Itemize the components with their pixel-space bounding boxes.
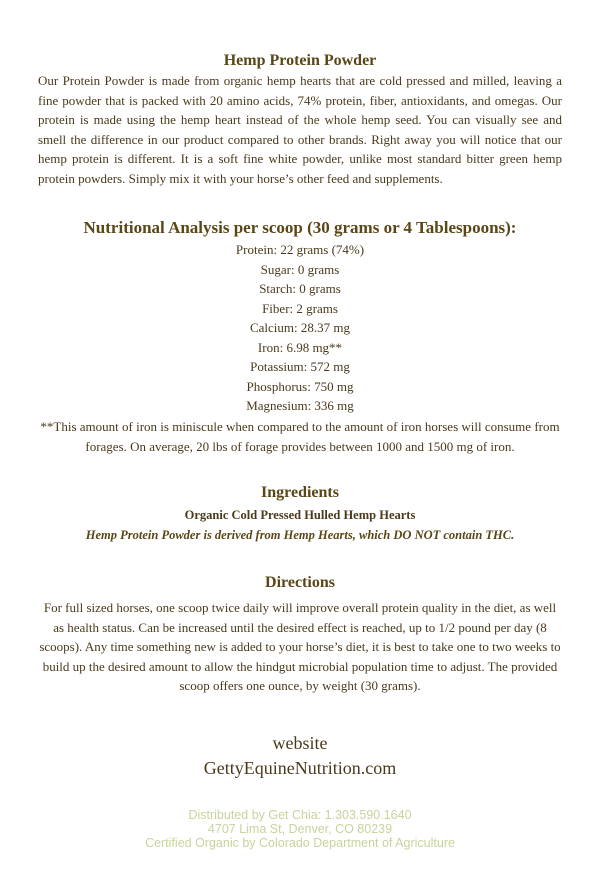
iron-footnote: **This amount of iron is miniscule when compared to the amount of iron horses will consume from forages. On average, 20 lbs of forage provides between 1000 and 1500 mg of iron. bbox=[40, 419, 560, 454]
ingredients-line: Organic Cold Pressed Hulled Hemp Hearts bbox=[184, 508, 416, 522]
directions-paragraph: For full sized horses, one scoop twice daily will improve overall protein quality in the diet, as well as health status. Can be increased until the desired effect is reached, up to 1/2 pound per day (8 scoops). Any time something new is added to your horse’s diet, it is best to take one to two weeks to build up the desired amount to allow the hindgut microbial population time to adjust. The provided scoop offers one ounce, by weight (30 grams). bbox=[39, 600, 561, 693]
nutrition-item-sugar: Sugar: 0 grams bbox=[260, 261, 340, 277]
nutrition-item-phosphorus: Phosphorus: 750 mg bbox=[246, 378, 354, 394]
page-title: Hemp Protein Powder bbox=[223, 52, 377, 69]
nutrition-item-calcium: Calcium: 28.37 mg bbox=[249, 320, 351, 335]
distributor-line: Distributed by Get Chia: 1.303.590.1640 bbox=[188, 808, 412, 822]
nutrition-list bbox=[0, 240, 600, 416]
ingredients-heading: Ingredients bbox=[261, 484, 339, 501]
website-url: GettyEquineNutrition.com bbox=[203, 758, 397, 778]
nutrition-item-magnesium: Magnesium: 336 mg bbox=[246, 398, 354, 413]
nutrition-item-protein: Protein: 22 grams (74%) bbox=[235, 242, 365, 257]
organic-certification: Certified Organic by Colorado Department of Agriculture bbox=[145, 836, 455, 850]
distributor-address: 4707 Lima St, Denver, CO 80239 bbox=[207, 822, 393, 836]
directions-heading: Directions bbox=[265, 574, 335, 591]
thc-note: Hemp Protein Powder is derived from Hemp Hearts, which DO NOT contain THC. bbox=[85, 528, 515, 542]
website-label: website bbox=[272, 733, 328, 753]
intro-paragraph: Our Protein Powder is made from organic hemp hearts that are cold pressed and milled, leaving a fine powder that is packed with 20 amino acids, 74% protein, fiber, antioxidants, and omegas. Our protein is made using the hemp heart instead of the whole hemp seed. You can visually see and smell the difference in our product compared to other brands. Right away you will notice that our hemp protein is different. It is a soft fine white powder, unlike most standard bitter green hemp protein powders. Simply mix it with your horse’s other feed and supplements. bbox=[38, 73, 562, 186]
nutrition-item-fiber: Fiber: 2 grams bbox=[262, 300, 338, 316]
nutrition-item-potassium: Potassium: 572 mg bbox=[250, 359, 350, 374]
nutrition-item-starch: Starch: 0 grams bbox=[259, 281, 341, 296]
nutritional-analysis-heading: Nutritional Analysis per scoop (30 grams or 4 Tablespoons): bbox=[83, 218, 517, 237]
nutrition-item-iron: Iron: 6.98 mg** bbox=[257, 339, 343, 355]
